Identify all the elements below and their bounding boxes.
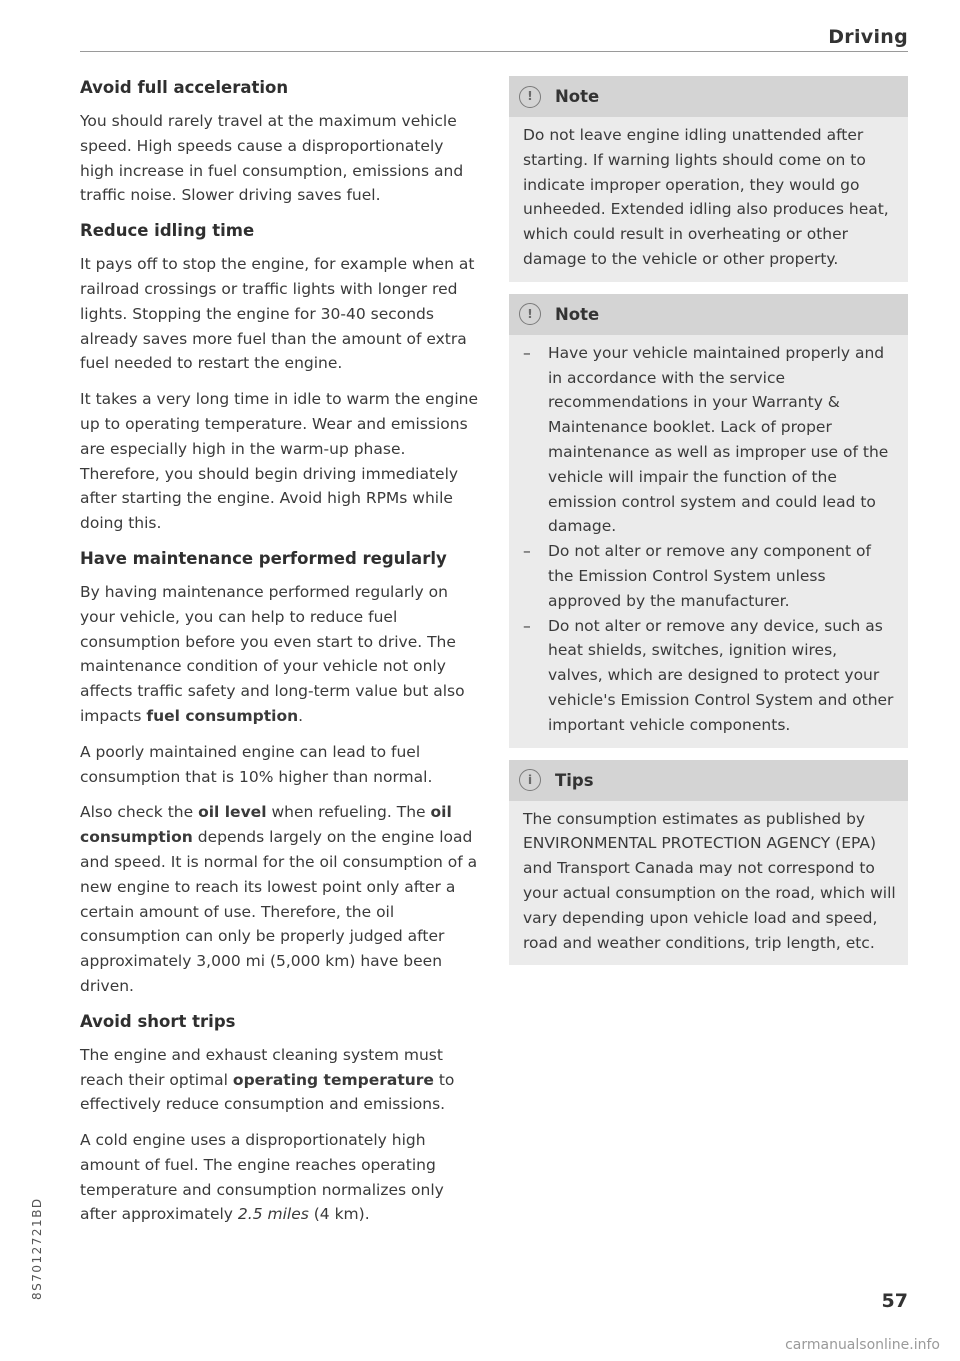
bold-oil-consumption: oil consumption — [80, 803, 452, 847]
note-title: Note — [555, 87, 600, 106]
exclamation-icon: ! — [519, 303, 541, 325]
bold-operating-temperature: operating temperature — [232, 1070, 434, 1089]
heading-avoid-full-acceleration: Avoid full acceleration — [80, 78, 289, 97]
page-number: 57 — [881, 1290, 908, 1312]
info-icon: i — [519, 769, 541, 791]
heading-maintenance: Have maintenance performed regularly — [80, 548, 447, 568]
paragraph-idling-1: It pays off to stop the engine, for example when at railroad crossings or traffic lights with longer red lights. Stopping the engine for 30-40 seconds already saves more fuel than the amount of extra fuel needed to restart the engine. — [80, 255, 475, 373]
text-run: when refueling. The — [266, 803, 431, 822]
text-run: (4 km). — [308, 1205, 370, 1224]
heading-reduce-idling: Reduce idling time — [80, 221, 255, 241]
tips-body — [509, 801, 908, 966]
note-body — [509, 117, 908, 282]
note-text: Do not leave engine idling unattended after starting. If warning lights should come on to indicate improper operation, they would go unheeded. Extended idling also produces heat, which could result in overheating or other damage to the vehicle or other property. — [523, 126, 889, 268]
tips-box — [509, 760, 908, 966]
note-header — [509, 76, 908, 117]
paragraph-maintenance-3 — [80, 800, 480, 998]
watermark: carmanualsonline.info — [785, 1337, 940, 1353]
right-column — [509, 76, 908, 977]
text-run: depends largely on the engine load and speed. It is normal for the oil consumption of a new engine to reach its lowest point only after a certain amount of use. Therefore, the oil consumption can only be properly judged after approximately 3,000 mi (5,000 km) have been driven. — [80, 828, 478, 995]
note-list — [523, 341, 896, 738]
text-run: A cold engine uses a disproportionately high amount of fuel. The engine reaches operating temperature and consumption normalizes only after approximately — [80, 1131, 444, 1224]
tips-text: The consumption estimates as published by ENVIRONMENTAL PROTECTION AGENCY (EPA) and Transport Canada may not correspond to your actual consumption on the road, which will vary depending upon vehicle load and speed, road and weather conditions, trip length, etc. — [523, 809, 896, 952]
bold-fuel-consumption: fuel consumption — [146, 706, 299, 725]
paragraph-maintenance-2: A poorly maintained engine can lead to fuel consumption that is 10% higher than normal. — [80, 742, 433, 786]
paragraph-maintenance-1 — [80, 580, 480, 729]
list-item: – Do not alter or remove any component of the Emission Control System unless approved by the manufacturer. — [523, 539, 896, 613]
heading-avoid-short-trips: Avoid short trips — [80, 1011, 236, 1031]
note-title: Note — [555, 304, 600, 324]
document-code: 8S7012721BD — [30, 1197, 44, 1300]
text-run: . — [298, 706, 304, 725]
text-run: The engine and exhaust cleaning system must reach their optimal — [80, 1045, 443, 1089]
note-box-maintenance — [509, 294, 908, 748]
header-rule — [80, 51, 908, 52]
text-run: By having maintenance performed regularly on your vehicle, you can help to reduce fuel consumption before you even start to drive. The maintenance condition of your vehicle not only affects traffic safety and long-term value but also impacts — [80, 582, 465, 725]
left-column — [80, 76, 480, 1238]
text-run: Also check the — [80, 803, 199, 822]
exclamation-icon: ! — [519, 86, 541, 108]
note-header — [509, 294, 908, 335]
paragraph-short-trips-1 — [80, 1043, 480, 1117]
section-header: Driving — [828, 26, 908, 48]
note-body — [509, 335, 908, 748]
bold-oil-level: oil level — [198, 803, 267, 822]
list-item: – Do not alter or remove any device, such as heat shields, switches, ignition wires, valves, which are designed to protect your vehicle's Emission Control System and other important vehicle components. — [523, 614, 896, 738]
list-item: – Have your vehicle maintained properly and in accordance with the service recommendations in your Warranty & Maintenance booklet. Lack of proper maintenance as well as improper use of the vehicle will impair the function of the emission control system and could lead to damage. — [523, 341, 896, 539]
paragraph-acceleration: You should rarely travel at the maximum vehicle speed. High speeds cause a disproportionately high increase in fuel consumption, emissions and traffic noise. Slower driving saves fuel. — [80, 112, 464, 205]
tips-header — [509, 760, 908, 801]
paragraph-short-trips-2 — [80, 1128, 480, 1227]
text-run: to effectively reduce consumption and emissions. — [80, 1070, 455, 1114]
note-box-idling — [509, 76, 908, 282]
paragraph-idling-2: It takes a very long time in idle to warm the engine up to operating temperature. Wear and emissions are especially high in the warm-up phase. Therefore, you should begin driving immediately after starting the engine. Avoid high RPMs while doing this. — [80, 390, 479, 533]
tips-title: Tips — [555, 770, 594, 790]
italic-distance: 2.5 miles — [237, 1205, 309, 1224]
